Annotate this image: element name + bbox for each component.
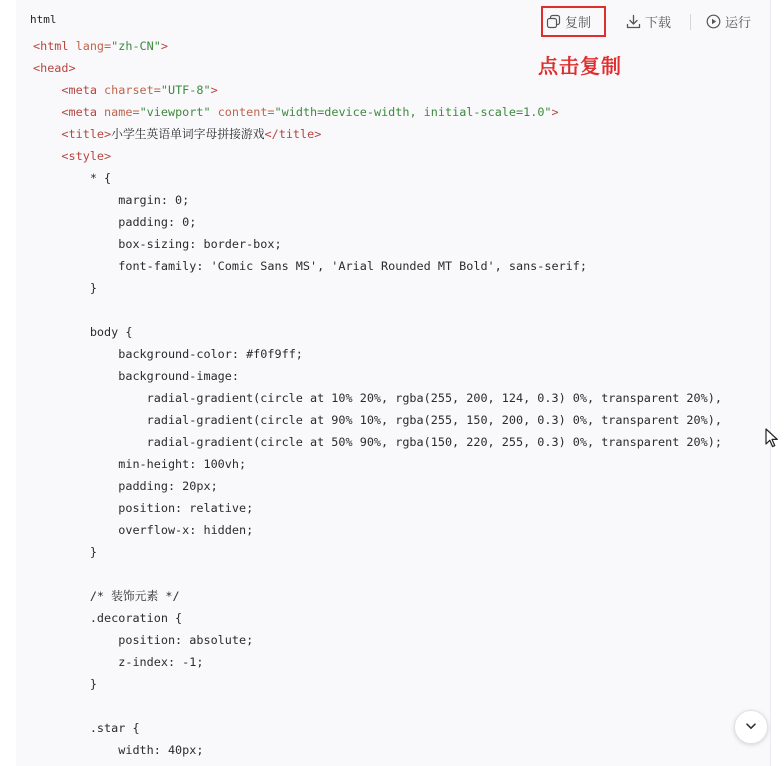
code-line — [33, 321, 722, 343]
run-button[interactable] — [706, 8, 751, 34]
download-label: 下载 — [645, 15, 672, 31]
code-token: <style> — [61, 149, 112, 163]
code-token: background-image: — [118, 369, 239, 383]
code-token: <head> — [33, 61, 76, 75]
code-token: } — [89, 677, 97, 691]
code-token: </title> — [264, 127, 322, 141]
download-button[interactable] — [626, 8, 671, 34]
code-token: charset= — [104, 83, 161, 97]
code-line — [33, 145, 722, 167]
code-token — [211, 105, 218, 119]
code-line — [33, 519, 722, 541]
code-token: body { — [89, 325, 133, 339]
code-token: } — [89, 281, 97, 295]
code-token: /* 装饰元素 */ — [89, 589, 180, 603]
code-token: radial-gradient(circle at 90% 10%, rgba(255, 150, 200, 0.3) 0%, transparent 20%), — [146, 413, 722, 427]
code-line — [33, 277, 722, 299]
code-token: overflow-x: hidden; — [118, 523, 254, 537]
code-line — [33, 387, 722, 409]
code-token: name= — [104, 105, 140, 119]
run-label: 运行 — [725, 15, 752, 31]
code-token: <html — [33, 39, 76, 53]
code-line — [33, 35, 722, 57]
code-token: "zh-CN" — [111, 39, 161, 53]
code-token: .star { — [89, 721, 140, 735]
code-token: "viewport" — [139, 105, 211, 119]
code-line — [33, 431, 722, 453]
play-circle-icon — [706, 14, 721, 29]
code-token: 小学生英语单词字母拼接游戏 — [111, 127, 265, 141]
code-line — [33, 255, 722, 277]
code-line — [33, 167, 722, 189]
download-icon — [626, 14, 641, 29]
code-line — [33, 739, 722, 761]
code-line — [33, 541, 722, 563]
code-line — [33, 299, 722, 321]
code-token: } — [89, 545, 97, 559]
copy-annotation: 点击复制 — [538, 54, 622, 78]
code-language-label: html — [30, 13, 57, 26]
code-token: padding: 20px; — [118, 479, 218, 493]
code-token: "UTF-8" — [160, 83, 211, 97]
code-line — [33, 475, 722, 497]
code-token: padding: 0; — [118, 215, 197, 229]
copy-icon — [546, 14, 561, 29]
code-line — [33, 651, 722, 673]
code-line — [33, 189, 722, 211]
code-line — [33, 123, 722, 145]
code-line — [33, 563, 722, 585]
code-token: <title> — [61, 127, 112, 141]
code-line — [33, 101, 722, 123]
chevron-down-icon — [744, 718, 758, 737]
code-line — [33, 79, 722, 101]
code-token: "width=device-width, initial-scale=1.0" — [274, 105, 552, 119]
code-token: font-family: 'Comic Sans MS', 'Arial Rounded MT Bold', sans-serif; — [118, 259, 587, 273]
code-line — [33, 497, 722, 519]
code-token: z-index: -1; — [118, 655, 204, 669]
code-token: > — [210, 83, 218, 97]
code-token: radial-gradient(circle at 50% 90%, rgba(150, 220, 255, 0.3) 0%, transparent 20%); — [146, 435, 722, 449]
code-token: > — [551, 105, 559, 119]
code-line — [33, 233, 722, 255]
code-token: position: relative; — [118, 501, 254, 515]
code-content — [33, 35, 722, 761]
code-token: position: absolute; — [118, 633, 254, 647]
mouse-pointer-icon — [765, 428, 779, 452]
code-line — [33, 695, 722, 717]
code-line — [33, 673, 722, 695]
code-line — [33, 453, 722, 475]
toolbar-divider — [690, 14, 691, 30]
code-line — [33, 607, 722, 629]
code-token: min-height: 100vh; — [118, 457, 247, 471]
code-token: <meta — [61, 83, 105, 97]
code-toolbar — [0, 8, 784, 34]
code-token: radial-gradient(circle at 10% 20%, rgba(255, 200, 124, 0.3) 0%, transparent 20%), — [146, 391, 722, 405]
code-token: margin: 0; — [118, 193, 190, 207]
code-token: background-color: #f0f9ff; — [118, 347, 303, 361]
code-line — [33, 211, 722, 233]
code-line — [33, 365, 722, 387]
code-token: lang= — [75, 39, 112, 53]
code-token: width: 40px; — [118, 743, 204, 757]
code-token: <meta — [61, 105, 105, 119]
copy-label: 复制 — [565, 15, 592, 31]
code-line — [33, 409, 722, 431]
code-token: * { — [89, 171, 112, 185]
code-token: > — [160, 39, 168, 53]
code-line — [33, 717, 722, 739]
code-line — [33, 57, 722, 79]
code-line — [33, 629, 722, 651]
code-token: content= — [217, 105, 275, 119]
code-token: .decoration { — [89, 611, 183, 625]
code-line — [33, 343, 722, 365]
code-token: box-sizing: border-box; — [118, 237, 282, 251]
scroll-down-button[interactable] — [734, 710, 768, 744]
copy-button[interactable] — [546, 8, 591, 34]
code-line — [33, 585, 722, 607]
